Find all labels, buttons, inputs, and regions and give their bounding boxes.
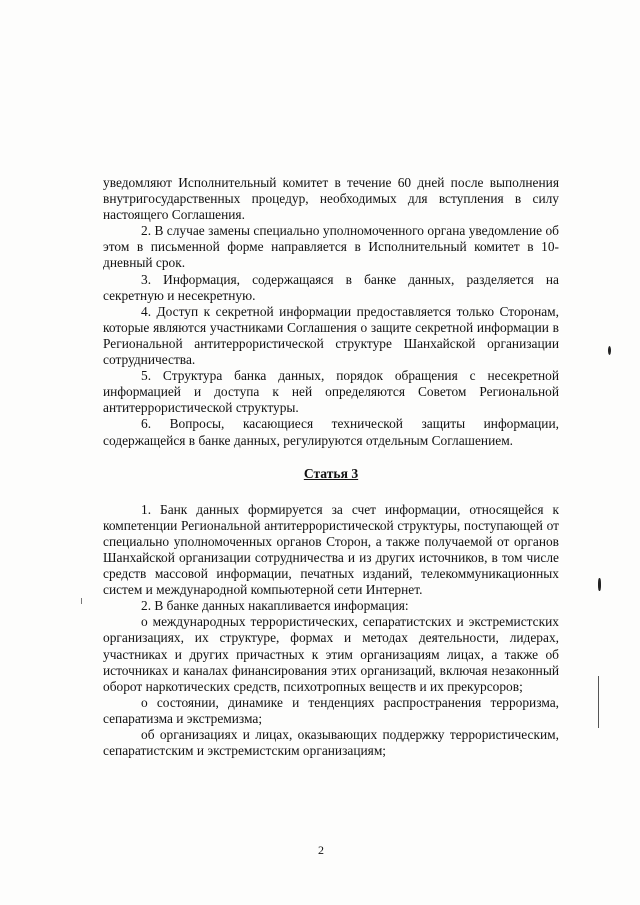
page-number: 2 <box>318 843 324 857</box>
article-list-item-organizations: о международных террористических, сепаратистских и экстремистских организациях, их структуре, формах и методах деятельности, лидерах, участниках и других причастных к этим организациям лицах, а также об источниках и каналах финансирования этих организаций, включая незаконный оборот наркотических средств, психотропных веществ и их прекурсоров; <box>103 614 559 694</box>
scan-artifact-mark <box>598 578 601 591</box>
item-4-paragraph: 4. Доступ к секретной информации предоставляется только Сторонам, которые являются участниками Соглашения о защите секретной информации в Региональной антитеррористической структуре Шанхайской организации сотрудничества. <box>103 303 559 368</box>
scan-artifact-mark <box>608 346 611 355</box>
item-6-paragraph: 6. Вопросы, касающиеся технической защиты информации, содержащейся в банке данных, регулируются отдельным Соглашением. <box>103 416 559 448</box>
item-5-paragraph: 5. Структура банка данных, порядок обращения с несекретной информацией и доступа к ней определяются Советом Региональной антитеррористической структуры. <box>103 368 559 416</box>
document-body <box>103 175 559 759</box>
article-list-item-trends: о состоянии, динамике и тенденциях распространения терроризма, сепаратизма и экстремизма; <box>103 694 559 726</box>
item-2-paragraph: 2. В случае замены специально уполномоченного органа уведомление об этом в письменной форме направляется в Исполнительный комитет в 10-дневный срок. <box>103 223 559 271</box>
continuation-paragraph: уведомляют Исполнительный комитет в течение 60 дней после выполнения внутригосударственных процедур, необходимых для вступления в силу настоящего Соглашения. <box>103 175 559 223</box>
article-title: Статья 3 <box>303 465 359 481</box>
article-paragraph-1: 1. Банк данных формируется за счет информации, относящейся к компетенции Региональной антитеррористической структуры, поступающей от специально уполномоченных органов Сторон, а также получаемой от органов Шанхайской организации сотрудничества и из других источников, в том числе средств массовой информации, печатных изданий, телекоммуникационных систем и международной компьютерной сети Интернет. <box>103 501 559 598</box>
article-paragraph-2: 2. В банке данных накапливается информация: <box>141 598 409 614</box>
scan-artifact-mark <box>81 598 82 604</box>
article-list-item-supporters: об организациях и лицах, оказывающих поддержку террористическим, сепаратистским и экстремистским организациям; <box>103 727 559 759</box>
scan-artifact-line <box>598 676 599 728</box>
item-3-paragraph: 3. Информация, содержащаяся в банке данных, разделяется на секретную и несекретную. <box>103 271 559 303</box>
